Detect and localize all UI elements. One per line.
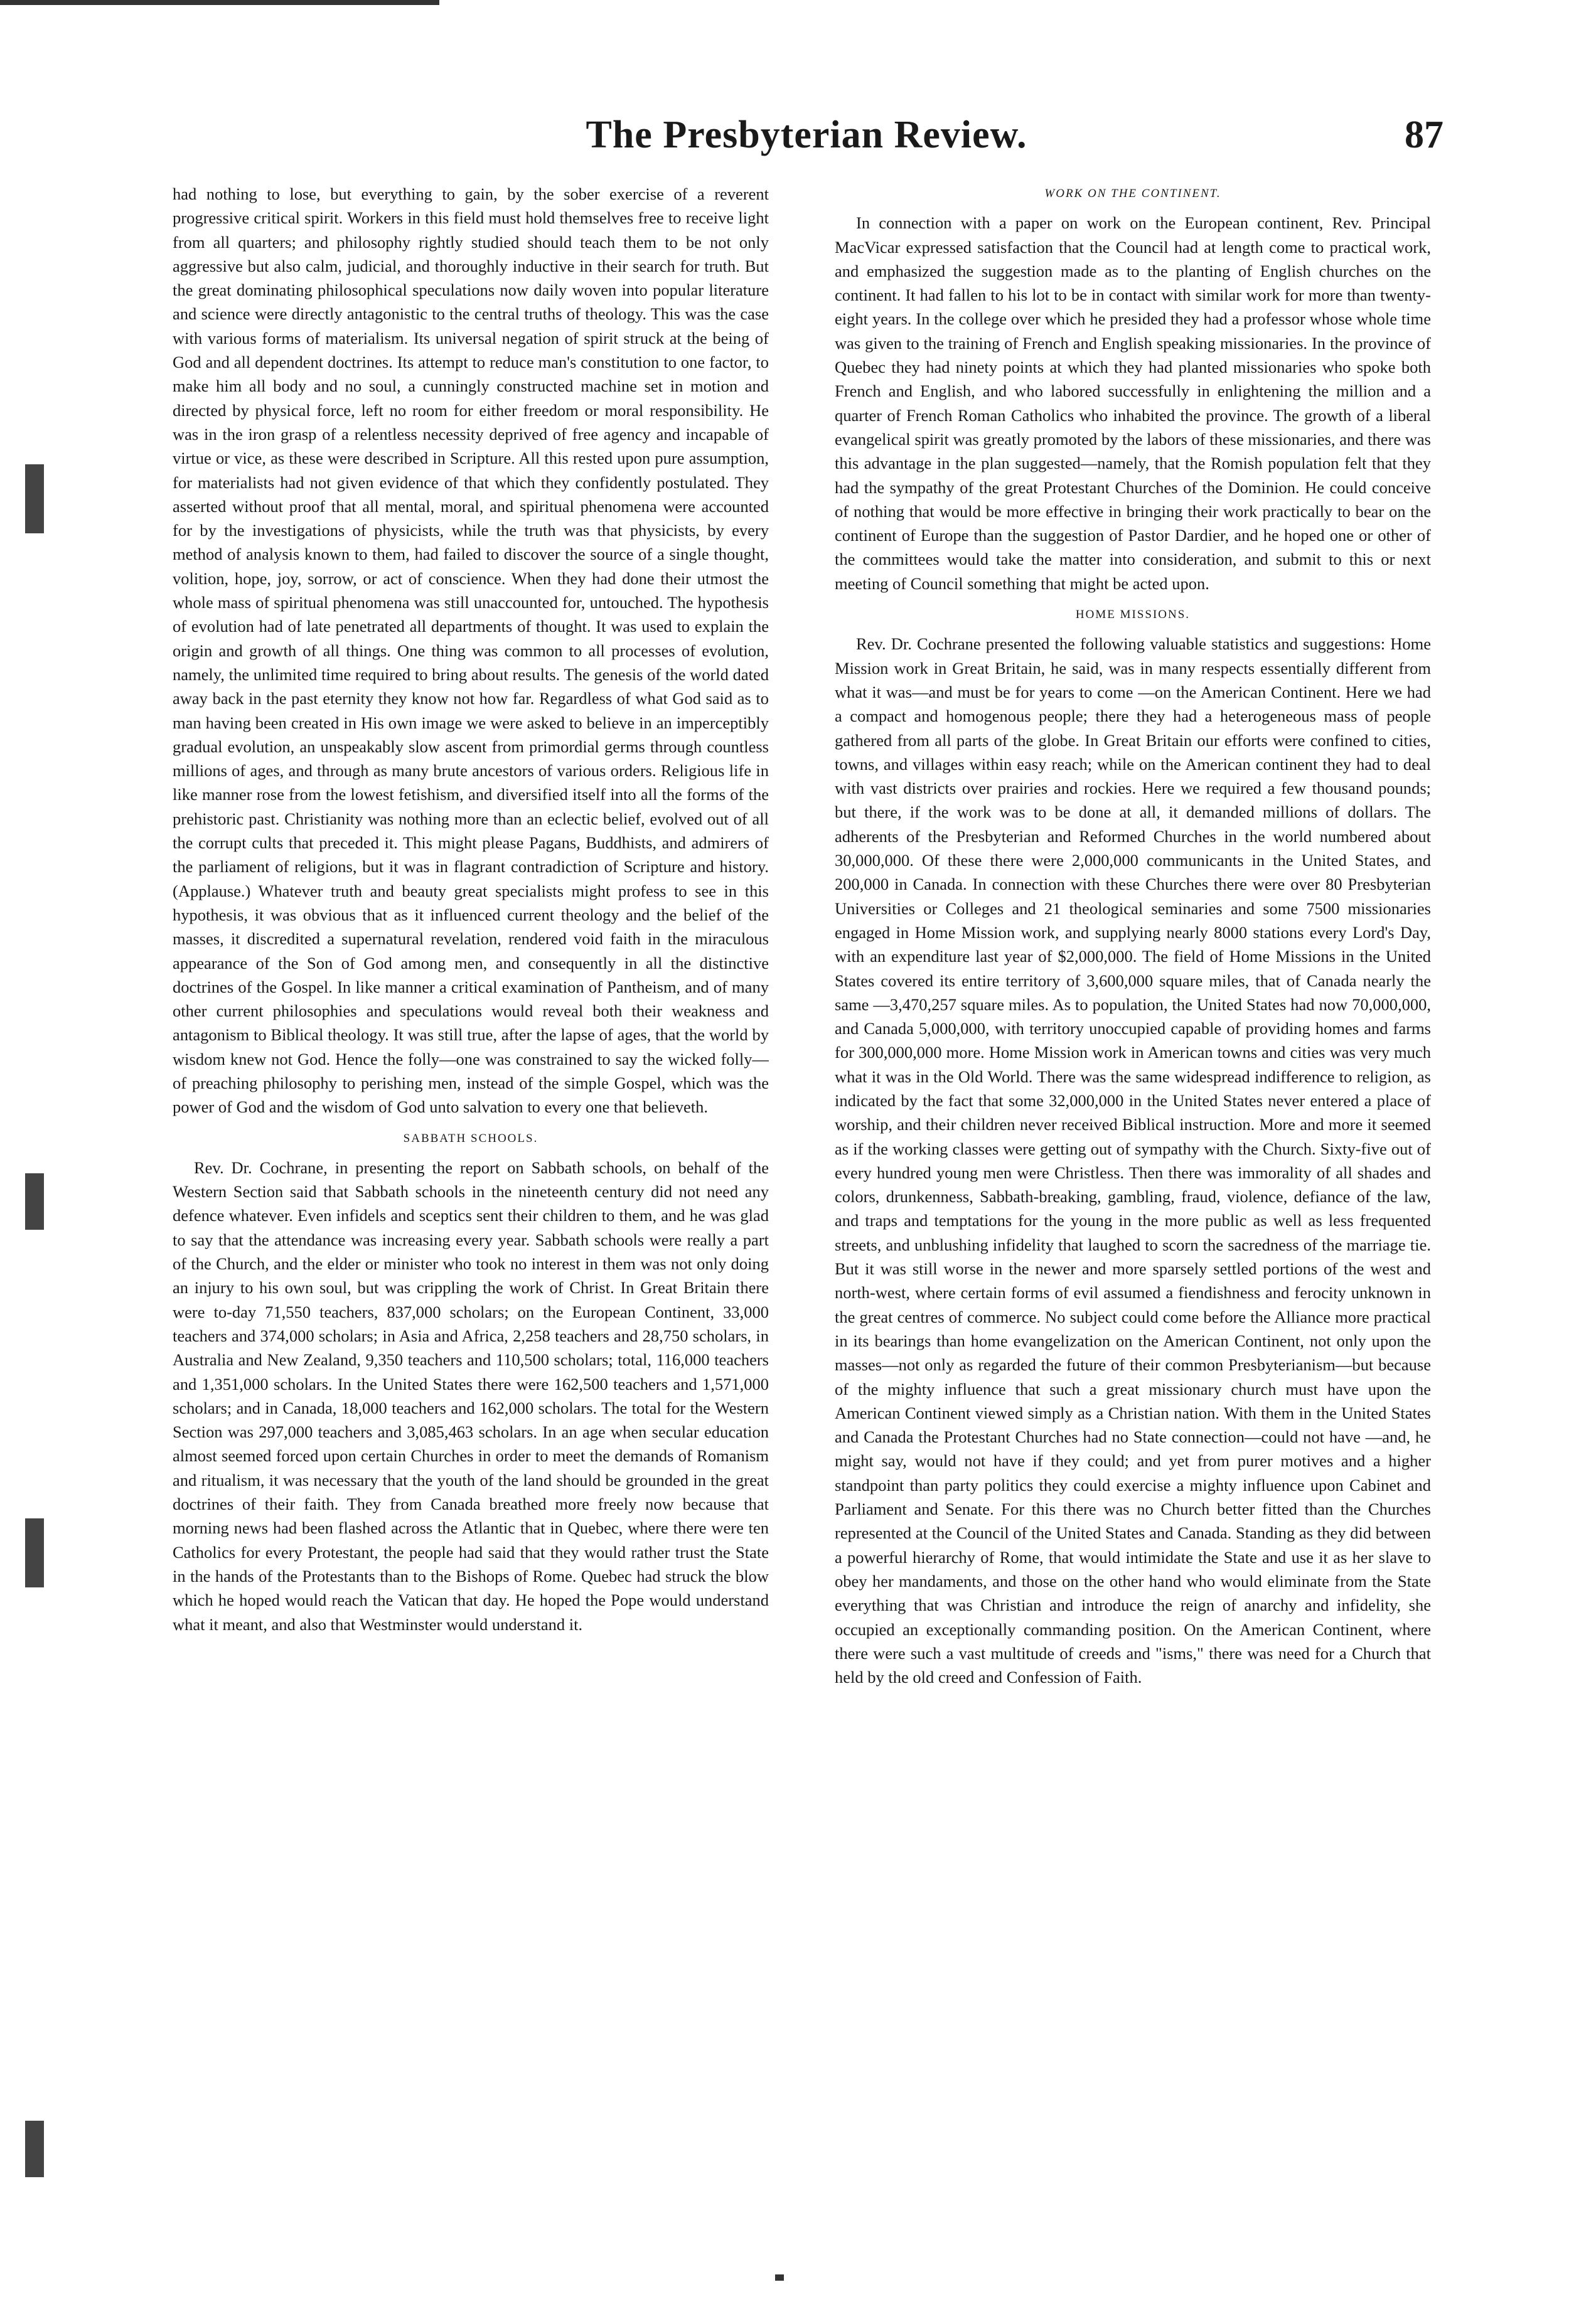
right-column (835, 182, 1431, 2278)
page-number: 87 (1405, 114, 1443, 156)
margin-mark (25, 2121, 44, 2177)
margin-mark (25, 1518, 44, 1587)
left-column (173, 182, 769, 2278)
paragraph: Rev. Dr. Cochrane, in presenting the report on Sabbath schools, on behalf of the Western Section said that Sabbath schools in the nineteenth century did not need any defence whatever. Even infidels and sceptics sent their children to them, and he was glad to say that the attendance was increasing every year. Sabbath schools were really a part of the Church, and the elder or minister who took no interest in them was not only doing an injury to his own soul, but was crippling the work of Christ. In Great Britain there were to-day 71,550 teachers, 837,000 scholars; on the European Continent, 33,000 teachers and 374,000 scholars; in Asia and Africa, 2,258 teachers and 28,750 scholars, in Australia and New Zealand, 9,350 teachers and 110,500 scholars; total, 116,000 teachers and 1,351,000 scholars. In the United States there were 162,500 teachers and 1,571,000 scholars; and in Canada, 18,000 teachers and 162,000 scholars. The total for the Western Section was 297,000 teachers and 3,085,463 scholars. In an age when secular education almost seemed forced upon certain Churches in order to meet the demands of Romanism and ritualism, it was necessary that the youth of the land should be grounded in the great doctrines of their faith. They from Canada breathed more freely now because that morning news had been flashed across the Atlantic that in Quebec, where there were ten Catholics for every Protestant, the people had said that they would rather trust the State in the hands of the Protestants than to the Bishops of Rome. Quebec had struck the blow which he hoped would reach the Vatican that day. He hoped the Pope would understand what it meant, and also that Westminster would understand it. (173, 1158, 769, 1634)
article-body (173, 182, 1434, 2278)
page-header (169, 110, 1443, 166)
scan-edge-rule (0, 0, 439, 5)
footer-mark (775, 2274, 784, 2281)
margin-mark (25, 464, 44, 533)
paragraph: In connection with a paper on work on the European continent, Rev. Principal MacVicar expressed satisfaction that the Council had at length come to practical work, and emphasized the suggestion made as to the planting of English churches on the continent. It had fallen to his lot to be in contact with similar work for more than twenty-eight years. In the college over which he presided they had a professor whose whole time was given to the training of French and English speaking missionaries. In the province of Quebec they had ninety points at which they had planted missionaries who spoke both French and English, and who labored successfully in enlightening the million and a quarter of French Roman Catholics who inhabited the province. The growth of a liberal evangelical spirit was greatly promoted by the labors of these missionaries, and there was this advantage in the plan suggested—namely, that the Romish population felt that they had the sympathy of the great Protestant Churches of the Dominion. He could conceive of nothing that would be more effective in bringing their work practically to bear on the continent of Europe than the suggestion of Pastor Dardier, and he hoped one or other of the committees would take the matter into consideration, and submit to this or next meeting of Council something that might be acted upon. (835, 213, 1431, 593)
paragraph: had nothing to lose, but everything to gain, by the sober exercise of a reverent progressive critical spirit. Workers in this field must hold themselves free to receive light from all quarters; and philosophy rightly studied should teach them to be not only aggressive but also calm, judicial, and thoroughly inductive in their search for truth. But the great dominating philosophical speculations now daily woven into popular literature and science were directly antagonistic to the central truths of theology. This was the case with various forms of materialism. Its universal negation of spirit struck at the being of God and all dependent doctrines. Its attempt to reduce man's constitution to one factor, to make him all body and no soul, a cunningly constructed machine set in motion and directed by physical force, left no room for either freedom or moral responsibility. He was in the iron grasp of a relentless necessity deprived of free agency and incapable of virtue or vice, as these were described in Scripture. All this rested upon pure assumption, for materialists had not given evidence of that which they confidently postulated. They asserted without proof that all mental, moral, and spiritual phenomena were accounted for by the investigations of physicists, while the truth was that physicists, by every method of analysis known to them, had failed to discover the source of a single thought, volition, hope, joy, sorrow, or act of conscience. When they had done their utmost the whole mass of spiritual phenomena was still unaccounted for, untouched. The hypothesis of evolution had of late penetrated all departments of thought. It was used to explain the origin and growth of all things. One thing was common to all processes of evolution, namely, the unlimited time required to bring about results. The genesis of the world dated away back in the past eternity they know not how far. Regardless of what God said as to man having been created in His own image we were asked to believe in an imperceptibly gradual evolution, an unspeakably slow ascent from primordial germs through countless millions of ages, and through as many brute ancestors of various orders. Religious life in like manner rose from the lowest fetishism, and diversified itself into all the forms of the prehistoric past. Christianity was nothing more than an eclectic belief, evolved out of all the corrupt cults that preceded it. This might please Pagans, Buddhists, and admirers of the parliament of religions, but it was in flagrant contradiction of Scripture and history. (Applause.) Whatever truth and beauty great specialists might profess to see in this hypothesis, it was obvious that as it influenced current theology and the belief of the masses, it discredited a supernatural revelation, rendered void faith in the miraculous appearance of the Son of God among men, and consequently in all the distinctive doctrines of the Gospel. In like manner a critical examination of Pantheism, and of many other current philosophies and speculations would reveal both their weakness and antagonism to Biblical theology. It was still true, after the lapse of ages, that the world by wisdom knew not God. Hence the folly—one was constrained to say the wicked folly—of preaching philosophy to perishing men, instead of the simple Gospel, which was the power of God and the wisdom of God unto salvation to every one that believeth. (173, 184, 769, 1117)
section-heading-sabbath-schools: SABBATH SCHOOLS. (403, 1131, 538, 1145)
section-heading-home-missions: HOME MISSIONS. (1075, 608, 1191, 622)
margin-mark (25, 1173, 44, 1230)
page-title: The Presbyterian Review. (586, 114, 1027, 156)
paragraph: Rev. Dr. Cochrane presented the following valuable statistics and suggestions: Home Mission work in Great Britain, he said, was in many respects essentially different from what it was—and must be for years to come —on the American Continent. Here we had a compact and homogenous people; there they had a heterogeneous mass of people gathered from all parts of the globe. In Great Britain our efforts were confined to cities, towns, and villages within easy reach; while on the American continent they had to deal with vast districts over prairies and rockies. Here we required a few thousand pounds; but there, if the work was to be done at all, it demanded millions of dollars. The adherents of the Presbyterian and Reformed Churches in the world numbered about 30,000,000. Of these there were 2,000,000 communicants in the United States, and 200,000 in Canada. In connection with these Churches there were over 80 Presbyterian Universities or Colleges and 21 theological seminaries and some 7500 missionaries engaged in Home Mission work, and supplying nearly 8000 stations every Lord's Day, with an expenditure last year of $2,000,000. The field of Home Missions in the United States covered its entire territory of 3,600,000 square miles, that of Canada nearly the same —3,470,257 square miles. As to population, the United States had now 70,000,000, and Canada 5,000,000, with territory unoccupied capable of providing homes and farms for 300,000,000 more. Home Mission work in American towns and cities was very much what it was in the Old World. There was the same widespread indifference to religion, as indicated by the fact that some 32,000,000 in the United States never entered a place of worship, and their children never received Biblical instruction. More and more it seemed as if the working classes were getting out of sympathy with the Church. Sixty-five out of every hundred young men were Christless. Then there was immorality of all shades and colors, drunkenness, Sabbath-breaking, gambling, fraud, violence, defiance of the law, and traps and temptations for the young in the more public as well as less frequented streets, and unblushing infidelity that laughed to scorn the sacredness of the marriage tie. But it was still worse in the newer and more sparsely settled portions of the west and north-west, where certain forms of evil assumed a fiendishness and ferocity unknown in the great centres of commerce. No subject could come before the Alliance more practical in its bearings than home evangelization on the American Continent, not only upon the masses—not only as regarded the future of their common Presbyterianism—but because of the mighty influence that such a great missionary church must have upon the American Continent viewed simply as a Christian nation. With them in the United States and Canada the Protestant Churches had no State connection—could not have —and, he might say, would not have if they could; and yet from purer motives and a higher standpoint than party politics they could exercise a mighty influence upon Cabinet and Parliament and Senate. For this there was no Church better fitted than the Churches represented at the Council of the United States and Canada. Standing as they did between a powerful hierarchy of Rome, that would intimidate the State and use it as her slave to obey her mandaments, and those on the other hand who would eliminate from the State everything that was Christian and introduce the reign of anarchy and infidelity, she occupied an exceptionally commanding position. On the American Continent, where there were such a vast multitude of creeds and "isms," there was need for a Church that held by the old creed and Confession of Faith. (835, 634, 1431, 1687)
section-heading-work-on-continent: WORK ON THE CONTINENT. (1044, 187, 1221, 200)
